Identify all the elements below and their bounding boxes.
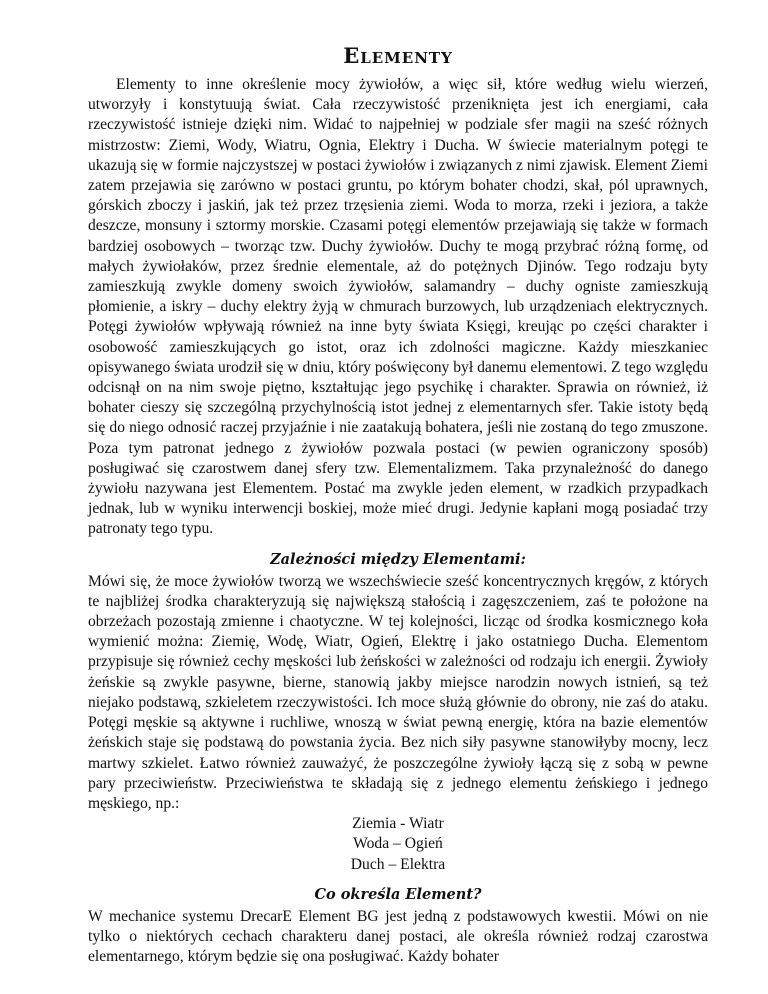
intro-paragraph: Elementy to inne określenie mocy żywiołów, a więc sił, które według wielu wierzeń, utworzyły i konstytuują świat. Cała rzeczywistość przeniknięta jest ich energiami, cała rzeczywistość istnieje dzięki nim. Widać to najpełniej w podziale sfer magii na sześć różnych mistrzostw: Ziemi, Wody, Wiatru, Ognia, Elektry i Ducha. W świecie materialnym potęgi te ukazują się w formie najczystszej w postaci żywiołów i związanych z nimi zjawisk. Element Ziemi zatem przejawia się zarówno w postaci gruntu, po którym bohater chodzi, skał, pól uprawnych, górskich zboczy i jaskiń, jak też przez trzęsienia ziemi. Woda to morza, rzeki i jeziora, a także deszcze, monsuny i sztormy morskie. Czasami potęgi elementów przejawiają się także w formach bardziej osobowych – tworząc tzw. Duchy żywiołów. Duchy te mogą przybrać różną formę, od małych żywiołaków, przez średnie elementale, aż do potężnych Djinów. Tego rodzaju byty zamieszkują zwykle domeny swoich żywiołów, salamandry – duchy ogniste zamieszkują płomienie, a iskry – duchy elektry żyją w chmurach burzowych, lub urządzeniach elektrycznych. Potęgi żywiołów wpływają również na inne byty świata Księgi, kreując po części charakter i osobowość zamieszkujących go istot, oraz ich zdolności magiczne. Każdy mieszkaniec opisywanego świata urodził się w dniu, który poświęcony był danemu elementowi. Z tego względu odcisnął on na nim swoje piętno, kształtując jego psychikę i charakter. Sprawia on również, iż bohater cieszy się szczególną przychylnością istot jednej z elementarnych sfer. Takie istoty będą się do niego odnosić raczej przyjaźnie i nie zaatakują bohatera, jeśli nie zostaną do tego zmuszone. Poza tym patronat jednego z żywiołów pozwala postaci (w pewien ograniczony sposób) posługiwać się czarostwem danej sfery tzw. Elementalizmem. Taka przynależność do danego żywiołu nazywana jest Elementem. Postać ma zwykle jeden element, w rzadkich przypadkach jednak, lub w wyniku interwencji boskiej, może mieć drugi. Jedynie kapłani mogą posiadać trzy patronaty tego typu. [88,76,708,538]
dependencies-paragraph: Mówi się, że moce żywiołów tworzą we wszechświecie sześć koncentrycznych kręgów, z których te najbliżej środka charakteryzują się największą stałością i zagęszczeniem, zaś te położone na obrzeżach pozostają zmienne i chaotyczne. W tej kolejności, licząc od środka kosmicznego koła wymienić można: Ziemię, Wodę, Wiatr, Ogień, Elektrę i jako ostatniego Ducha. Elementom przypisuje się również cechy męskości lub żeńskości w zależności od rodzaju ich energii. Żywioły żeńskie są zwykle pasywne, bierne, stanowią jakby miejsce narodzin nowych istnień, są też niejako podstawą, szkieletem rzeczywistości. Ich moce służą głównie do obrony, nie zaś do ataku. Potęgi męskie są aktywne i ruchliwe, wnoszą w świat pewną energię, która na bazie elementów żeńskich staje się podstawą do powstania życia. Bez nich siły pasywne stanowiłyby mocny, lecz martwy szkielet. Łatwo również zauważyć, że poszczególne żywioły łączą się z sobą w pewne pary przeciwieństw. Przeciwieństwa te składają się z jednego elementu żeńskiego i jednego męskiego, np.: [88,572,708,812]
opposite-pairs-list [88,814,708,875]
pair-item: Ziemia - Wiatr [352,815,444,833]
pair-item: Woda – Ogień [353,835,443,853]
section-heading-what-defines: Co określa Element? [314,885,482,903]
section-heading-dependencies: Zależności między Elementami: [270,550,526,568]
pair-item: Duch – Elektra [350,855,446,873]
page-title: Elementy [343,43,453,68]
what-defines-paragraph: W mechanice systemu DrecarE Element BG jest jedną z podstawowych kwestii. Mówi on nie tylko o niektórych cechach charakteru danej postaci, ale określa również rodzaj czarostwa elementarnego, którym będzie się ona posługiwać. Każdy bohater [88,907,708,966]
